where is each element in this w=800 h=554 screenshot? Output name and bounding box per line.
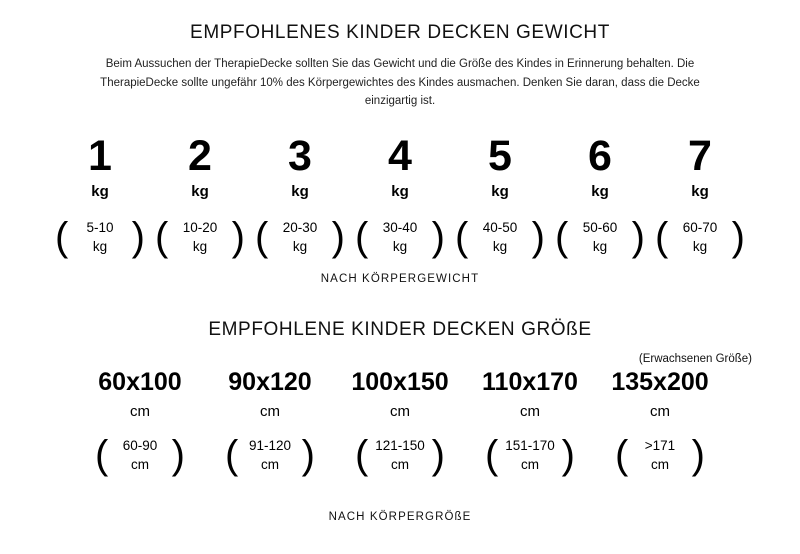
- size-unit: cm: [390, 402, 410, 420]
- weight-unit: kg: [291, 182, 309, 200]
- bracket-left-icon: (: [55, 215, 69, 260]
- bracket-left-icon: (: [355, 215, 369, 260]
- weight-range-bracket: [155, 215, 245, 260]
- weight-section-title: EMPFOHLENES KINDER DECKEN GEWICHT: [190, 22, 610, 43]
- size-value: 90x120: [228, 368, 312, 396]
- size-item: [75, 368, 205, 478]
- weight-range-unit: kg: [92, 239, 108, 255]
- size-range-value: 60-90: [122, 437, 158, 453]
- weight-item: [350, 131, 450, 260]
- bracket-left-icon: (: [255, 215, 269, 260]
- bracket-right-icon: ): [131, 215, 145, 260]
- bracket-left-icon: (: [455, 215, 469, 260]
- size-range-bracket: [95, 433, 185, 478]
- weight-value: 4: [388, 131, 412, 180]
- size-range-bracket: [355, 433, 445, 478]
- bracket-left-icon: (: [355, 433, 369, 478]
- size-item: [205, 368, 335, 478]
- size-unit: cm: [520, 402, 540, 420]
- size-range-bracket: [615, 433, 705, 478]
- weight-range-value: 5-10: [86, 219, 114, 235]
- size-section-caption: NACH KÖRPERGRÖßE: [328, 510, 472, 523]
- weight-range-value: 20-30: [282, 219, 318, 235]
- weight-range-unit: kg: [392, 239, 408, 255]
- weight-value: 2: [188, 131, 212, 180]
- bracket-left-icon: (: [225, 433, 239, 478]
- bracket-right-icon: ): [231, 215, 245, 260]
- size-value: 110x170: [482, 368, 578, 396]
- weight-range-value: 10-20: [182, 219, 218, 235]
- size-range-bracket: [225, 433, 315, 478]
- weight-item: [250, 131, 350, 260]
- size-range-unit: cm: [131, 457, 149, 473]
- weight-range-bracket: [55, 215, 145, 260]
- size-range-bracket: [485, 433, 575, 478]
- bracket-right-icon: ): [431, 433, 445, 478]
- size-range-unit: cm: [391, 457, 409, 473]
- bracket-left-icon: (: [555, 215, 569, 260]
- weight-unit: kg: [191, 182, 209, 200]
- size-items-row: [0, 368, 800, 478]
- size-section-title: EMPFOHLENE KINDER DECKEN GRÖßE: [208, 319, 592, 340]
- size-value: 100x150: [351, 368, 449, 396]
- size-range-value: 91-120: [248, 437, 292, 453]
- bracket-right-icon: ): [691, 433, 705, 478]
- size-unit: cm: [650, 402, 670, 420]
- weight-range-unit: kg: [492, 239, 508, 255]
- weight-range-unit: kg: [292, 239, 308, 255]
- size-unit: cm: [130, 402, 150, 420]
- weight-item: [150, 131, 250, 260]
- weight-value: 6: [588, 131, 612, 180]
- bracket-right-icon: ): [631, 215, 645, 260]
- bracket-right-icon: ): [431, 215, 445, 260]
- size-range-unit: cm: [651, 457, 669, 473]
- weight-item: [650, 131, 750, 260]
- bracket-right-icon: ): [531, 215, 545, 260]
- weight-range-bracket: [455, 215, 545, 260]
- weight-unit: kg: [91, 182, 109, 200]
- weight-value: 5: [488, 131, 512, 180]
- bracket-right-icon: ): [171, 433, 185, 478]
- weight-range-value: 60-70: [682, 219, 718, 235]
- weight-range-bracket: [655, 215, 745, 260]
- size-item: [595, 368, 725, 478]
- weight-unit: kg: [591, 182, 609, 200]
- bracket-left-icon: (: [655, 215, 669, 260]
- size-item: [335, 368, 465, 478]
- weight-item: [550, 131, 650, 260]
- size-range-unit: cm: [261, 457, 279, 473]
- weight-unit: kg: [391, 182, 409, 200]
- size-range-value: 151-170: [505, 437, 555, 453]
- weight-range-bracket: [355, 215, 445, 260]
- size-range-value: 121-150: [375, 437, 425, 453]
- weight-value: 7: [688, 131, 712, 180]
- size-value: 135x200: [611, 368, 709, 396]
- weight-range-bracket: [555, 215, 645, 260]
- bracket-right-icon: ): [301, 433, 315, 478]
- bracket-right-icon: ): [731, 215, 745, 260]
- weight-range-unit: kg: [192, 239, 208, 255]
- weight-range-bracket: [255, 215, 345, 260]
- weight-items-row: [0, 131, 800, 260]
- bracket-left-icon: (: [155, 215, 169, 260]
- weight-range-value: 30-40: [382, 219, 418, 235]
- weight-item: [50, 131, 150, 260]
- weight-unit: kg: [491, 182, 509, 200]
- size-unit: cm: [260, 402, 280, 420]
- size-value: 60x100: [98, 368, 182, 396]
- weight-range-value: 50-60: [582, 219, 618, 235]
- weight-unit: kg: [691, 182, 709, 200]
- weight-section-caption: NACH KÖRPERGEWICHT: [320, 273, 480, 285]
- bracket-right-icon: ): [331, 215, 345, 260]
- size-item: [465, 368, 595, 478]
- adult-size-note: (Erwachsenen Größe): [638, 353, 752, 365]
- bracket-right-icon: ): [561, 433, 575, 478]
- weight-range-unit: kg: [592, 239, 608, 255]
- bracket-left-icon: (: [615, 433, 629, 478]
- weight-range-value: 40-50: [482, 219, 518, 235]
- weight-item: [450, 131, 550, 260]
- bracket-left-icon: (: [95, 433, 109, 478]
- weight-value: 1: [88, 131, 112, 180]
- bracket-left-icon: (: [485, 433, 499, 478]
- weight-range-unit: kg: [692, 239, 708, 255]
- weight-value: 3: [288, 131, 312, 180]
- size-range-unit: cm: [521, 457, 539, 473]
- size-range-value: >171: [644, 437, 676, 453]
- weight-section-intro: Beim Aussuchen der TherapieDecke sollten Sie das Gewicht und die Größe des Kindes in Erinnerung behalten. Die TherapieDecke sollte ungefähr 10% des Körpergewichtes des Kindes ausmachen. Denken Sie daran, dass die Decke einzigartig ist.: [100, 58, 700, 108]
